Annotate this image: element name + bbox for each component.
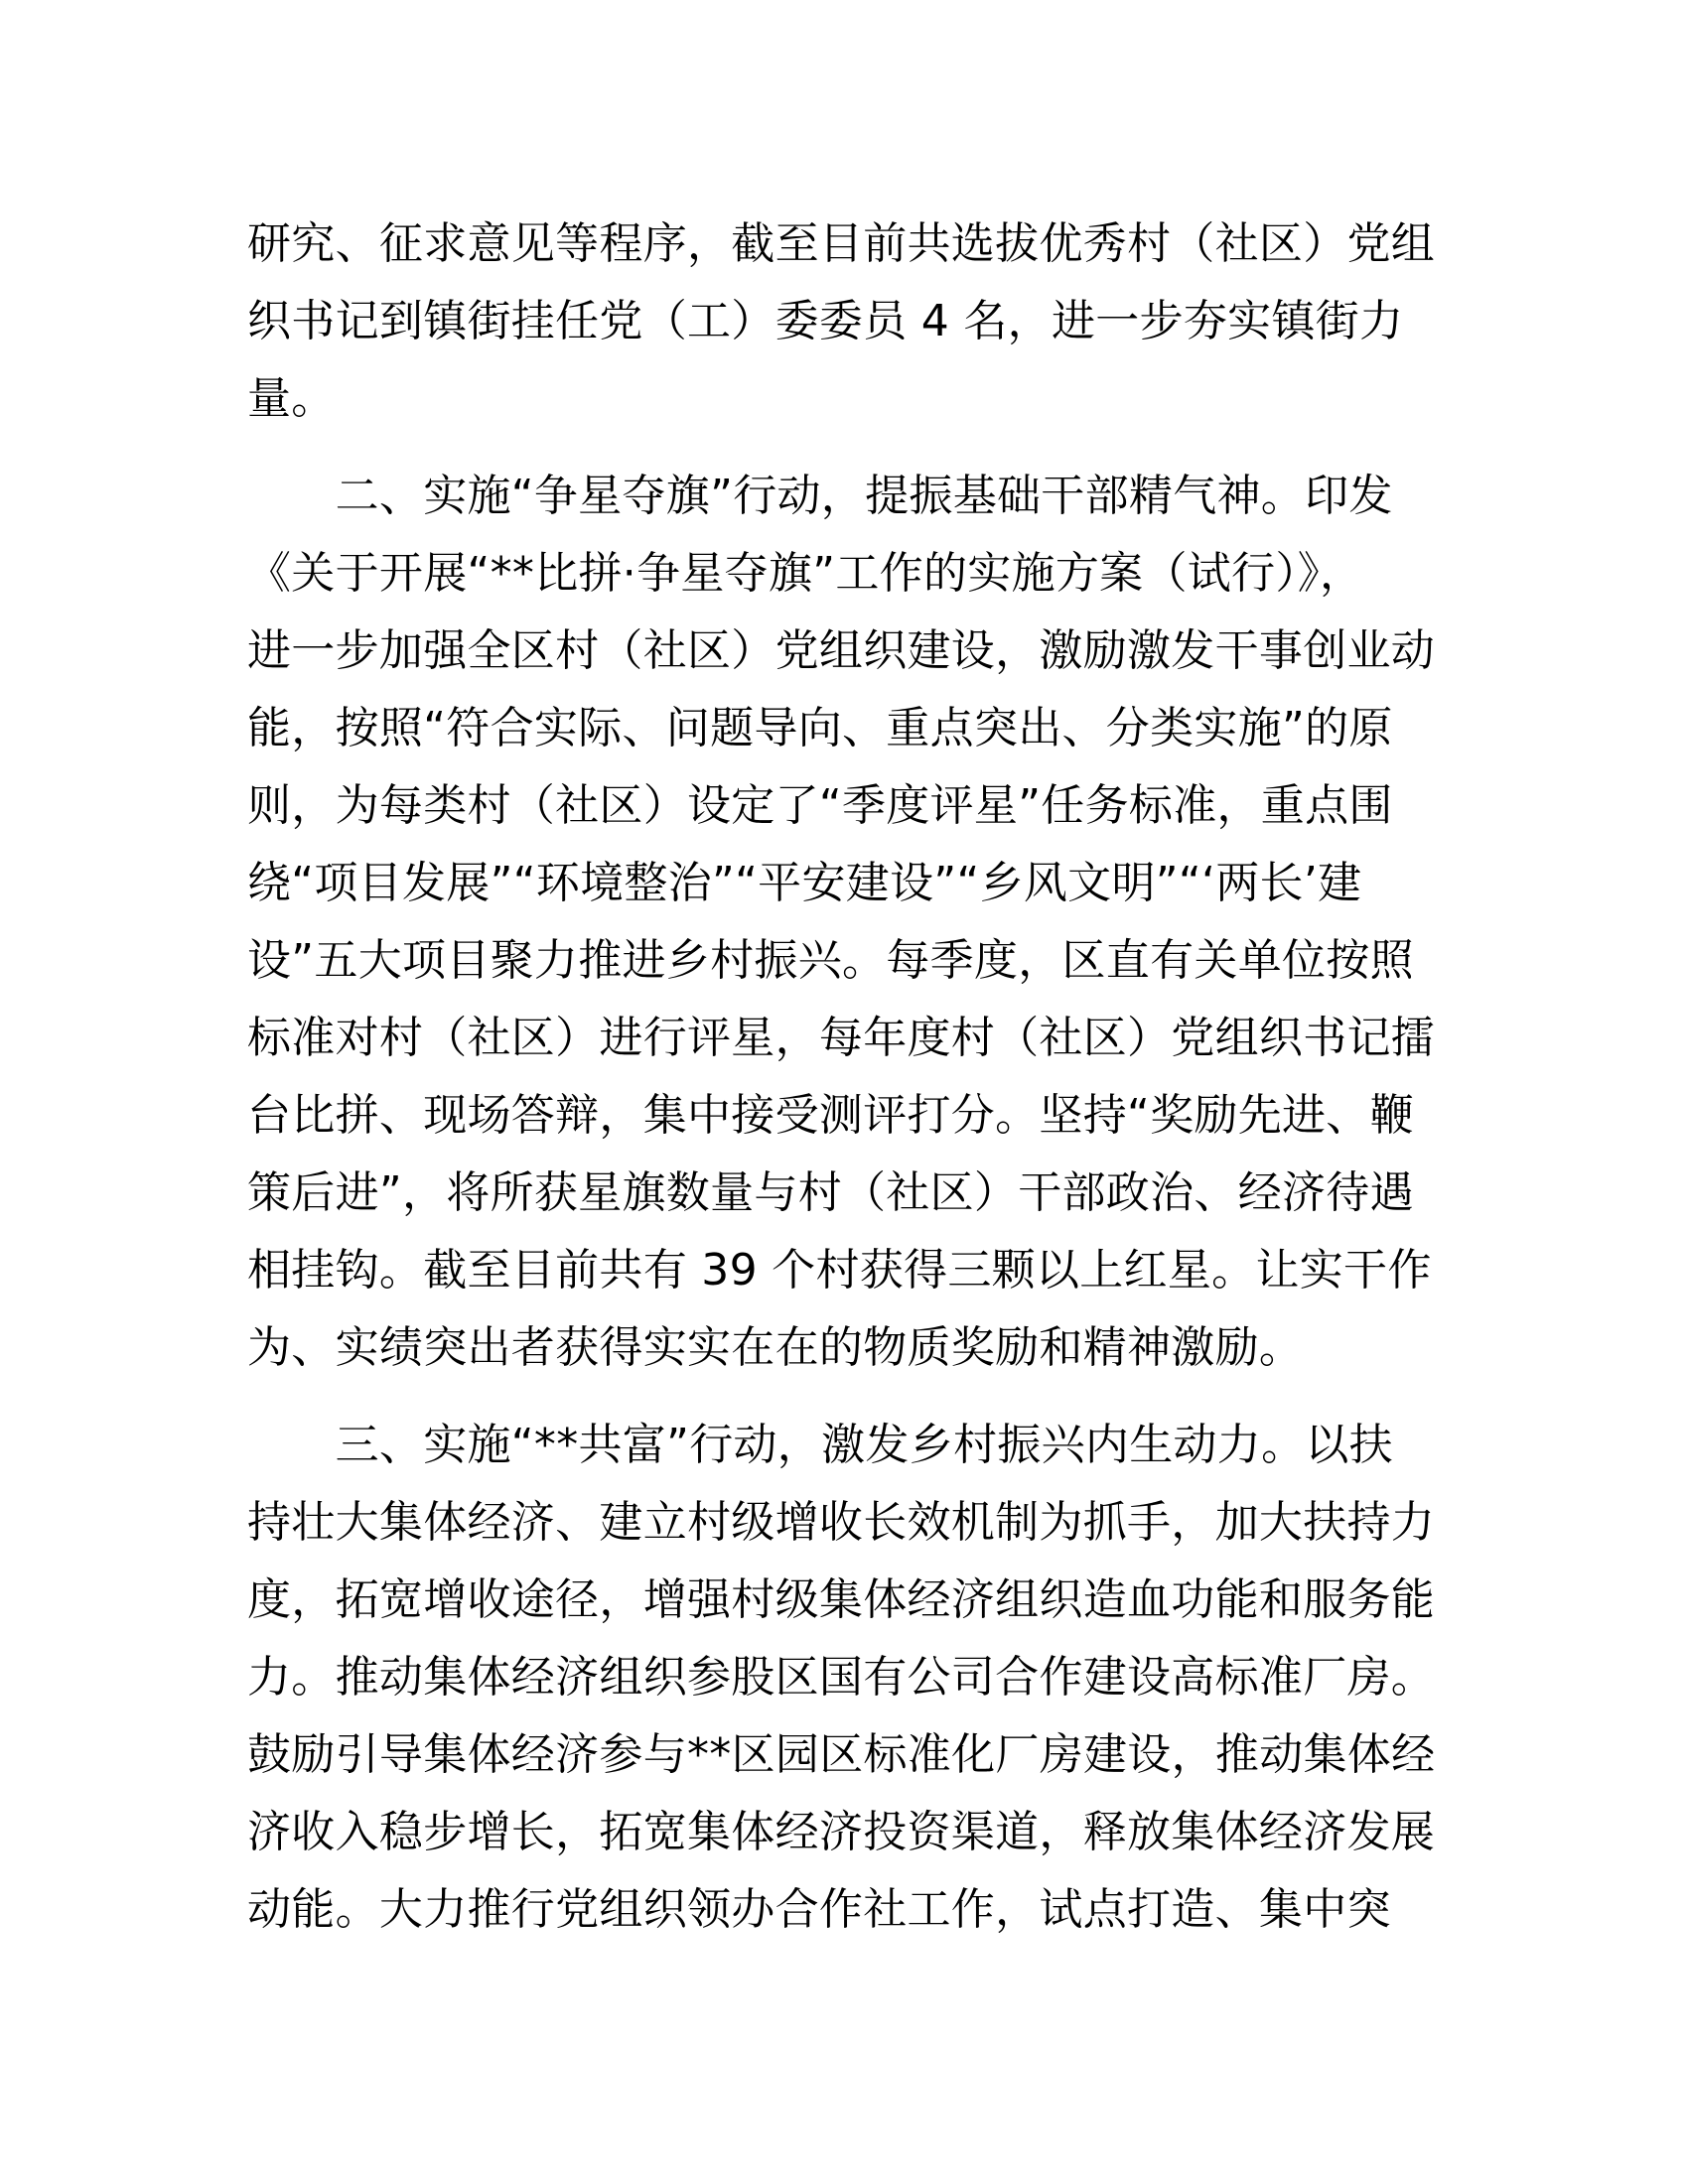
paragraph-1 <box>247 205 1439 438</box>
text-line: 绕“项目发展”“环境整治”“平安建设”“乡风文明”“‘两长’建 <box>247 858 1362 908</box>
paragraph-gap <box>247 438 1439 458</box>
paragraph-3 <box>247 1407 1439 1949</box>
text-line: 研究、征求意见等程序，截至目前共选拔优秀村（社区）党组 <box>247 218 1436 269</box>
text-line: 度，拓宽增收途径，增强村级集体经济组织造血功能和服务能 <box>247 1574 1436 1625</box>
text-line: 标准对村（社区）进行评星，每年度村（社区）党组织书记擂 <box>247 1013 1436 1063</box>
text-line: 鼓励引导集体经济参与**区园区标准化厂房建设，推动集体经 <box>247 1729 1436 1780</box>
text-line: 《关于开展“**比拼·争星夺旗”工作的实施方案（试行）》， <box>247 548 1364 599</box>
text-line: 织书记到镇街挂任党（工）委委员 4 名，进一步夯实镇街力 <box>247 296 1404 346</box>
text-line: 济收入稳步增长，拓宽集体经济投资渠道，释放集体经济发展 <box>247 1807 1436 1857</box>
text-line: 设”五大项目聚力推进乡村振兴。每季度，区直有关单位按照 <box>247 935 1414 986</box>
text-line: 相挂钩。截至目前共有 39 个村获得三颗以上红星。让实干作 <box>247 1245 1432 1296</box>
text-line: 量。 <box>247 373 336 424</box>
text-line: 台比拼、现场答辩，集中接受测评打分。坚持“奖励先进、鞭 <box>247 1090 1414 1141</box>
text-line: 二、实施“争星夺旗”行动，提振基础干部精气神。印发 <box>247 471 1393 521</box>
text-line: 策后进”，将所获星旗数量与村（社区）干部政治、经济待遇 <box>247 1167 1414 1218</box>
text-line: 则，为每类村（社区）设定了“季度评星”任务标准，重点围 <box>247 780 1393 831</box>
text-line: 动能。大力推行党组织领办合作社工作，试点打造、集中突 <box>247 1884 1391 1935</box>
text-line: 进一步加强全区村（社区）党组织建设，激励激发干事创业动 <box>247 625 1436 676</box>
text-line: 能，按照“符合实际、问题导向、重点突出、分类实施”的原 <box>247 703 1393 753</box>
text-line: 为、实绩突出者获得实实在在的物质奖励和精神激励。 <box>247 1322 1304 1373</box>
document-body <box>247 205 1439 1949</box>
text-line: 力。推动集体经济组织参股区国有公司合作建设高标准厂房。 <box>247 1652 1436 1703</box>
text-line: 持壮大集体经济、建立村级增收长效机制为抓手，加大扶持力 <box>247 1497 1436 1548</box>
paragraph-gap <box>247 1387 1439 1407</box>
paragraph-2 <box>247 458 1439 1387</box>
text-line: 三、实施“**共富”行动，激发乡村振兴内生动力。以扶 <box>247 1420 1393 1470</box>
